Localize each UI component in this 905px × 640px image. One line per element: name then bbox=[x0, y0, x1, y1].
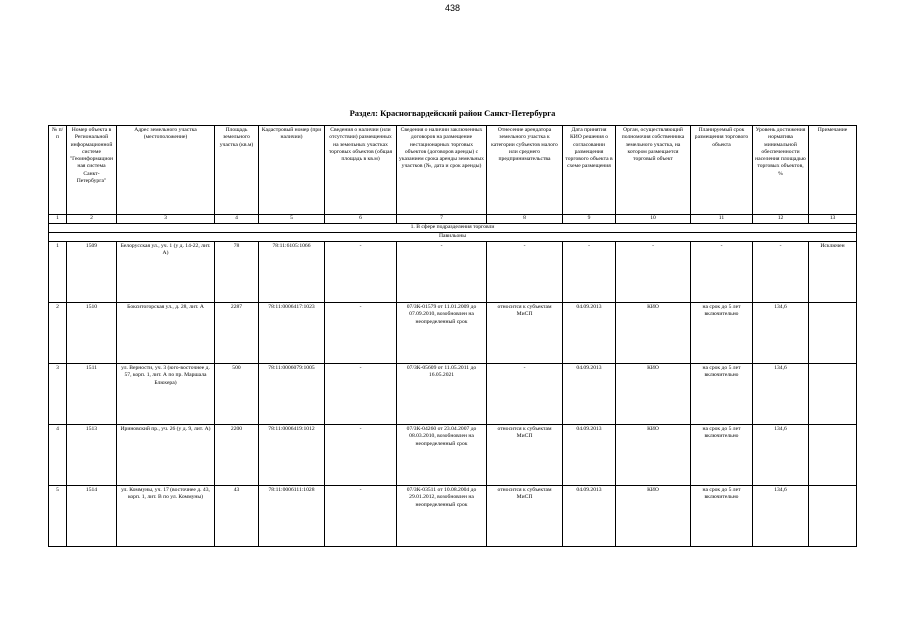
table-cell: 78:11:6105:1066 bbox=[259, 242, 325, 303]
header-cell: Сведения о наличии заключенных договоров на размещение нестационарных торговых объектов (договоров аренды) с указанием срока аренды земельных участков (№, дата и срок аренды) bbox=[397, 126, 487, 215]
table-cell: 78:11:0006417:1023 bbox=[259, 303, 325, 364]
header-cell: Дата принятия КИО решения о согласовании размещения торгового объекта в схеме размещения bbox=[563, 126, 616, 215]
table-cell: - bbox=[753, 242, 809, 303]
table-cell: - bbox=[616, 242, 691, 303]
table-cell bbox=[809, 425, 857, 486]
section-label: 1. В сфере подразделения торговли bbox=[49, 224, 857, 233]
header-cell: Планируемый срок размещения торгового объекта bbox=[691, 126, 753, 215]
table-cell: 3 bbox=[49, 364, 67, 425]
table-cell: КИО bbox=[616, 364, 691, 425]
table-cell: - bbox=[325, 425, 397, 486]
table-row bbox=[49, 242, 857, 303]
table-cell: 04.09.2013 bbox=[563, 425, 616, 486]
column-number: 4 bbox=[215, 215, 259, 224]
section-row bbox=[49, 224, 857, 233]
table-cell: 07/ЗК-04260 от 23.04.2007 до 08.03.2010, возобновлен на неопределенный срок bbox=[397, 425, 487, 486]
table-cell: относится к субъектам МиСП bbox=[487, 303, 563, 364]
table-cell: 1510 bbox=[67, 303, 117, 364]
table-cell bbox=[809, 364, 857, 425]
table-cell: 04.09.2013 bbox=[563, 364, 616, 425]
header-cell: № п/п bbox=[49, 126, 67, 215]
table-row bbox=[49, 425, 857, 486]
table-cell: 78:11:0006419:1012 bbox=[259, 425, 325, 486]
table-cell: 1 bbox=[49, 242, 67, 303]
table-cell: на срок до 5 лет включительно bbox=[691, 425, 753, 486]
table-cell: 04.09.2013 bbox=[563, 303, 616, 364]
table-cell: Белорусская ул., уч. 1 (у д. 14-22, лит. А) bbox=[117, 242, 215, 303]
table-cell: Ириновский пр., уч. 26 (у д. 9, лит. А) bbox=[117, 425, 215, 486]
table-cell: 5 bbox=[49, 486, 67, 547]
column-number: 7 bbox=[397, 215, 487, 224]
subsection-row bbox=[49, 233, 857, 242]
page-number: 438 bbox=[444, 3, 461, 13]
table-cell: 4 bbox=[49, 425, 67, 486]
header-cell: Отнесение арендатора земельного участка к категории субъектов малого или среднего предпринимательства bbox=[487, 126, 563, 215]
table-cell: - bbox=[487, 242, 563, 303]
header-cell: Номер объекта в Региональной информационной системе "Геоинформационная система Санкт-Петербурга" bbox=[67, 126, 117, 215]
table-row bbox=[49, 303, 857, 364]
table-cell: - bbox=[325, 303, 397, 364]
table-cell bbox=[809, 303, 857, 364]
column-number: 8 bbox=[487, 215, 563, 224]
table-cell: 134,6 bbox=[753, 425, 809, 486]
table-cell: 134,6 bbox=[753, 486, 809, 547]
table-cell: на срок до 5 лет включительно bbox=[691, 486, 753, 547]
table-cell: 07/ЗК-03511 от 10.08.2004 до 29.01.2012, возобновлен на неопределенный срок bbox=[397, 486, 487, 547]
table-cell: - bbox=[563, 242, 616, 303]
table-cell: 1514 bbox=[67, 486, 117, 547]
header-cell: Кадастровый номер (при наличии) bbox=[259, 126, 325, 215]
table-cell: - bbox=[325, 364, 397, 425]
table-cell: на срок до 5 лет включительно bbox=[691, 303, 753, 364]
column-number: 13 bbox=[809, 215, 857, 224]
table-cell: 07/ЗК-05609 от 11.05.2011 до 16.05.2021 bbox=[397, 364, 487, 425]
table-row bbox=[49, 364, 857, 425]
table-cell: КИО bbox=[616, 486, 691, 547]
table-row bbox=[49, 486, 857, 547]
column-number: 1 bbox=[49, 215, 67, 224]
table-cell: - bbox=[325, 242, 397, 303]
table-cell: ул. Верности, уч. 3 (юго-восточнее д. 57, корп. 1, лит. А по пр. Маршала Блюхера) bbox=[117, 364, 215, 425]
column-number: 2 bbox=[67, 215, 117, 224]
header-cell: Орган, осуществляющий полномочия собственника земельного участка, на котором размещается торговый объект bbox=[616, 126, 691, 215]
table-cell: 500 bbox=[215, 364, 259, 425]
table-cell: 04.09.2013 bbox=[563, 486, 616, 547]
table-cell: 78 bbox=[215, 242, 259, 303]
table-cell bbox=[809, 486, 857, 547]
table-cell: ул. Коммуны, уч. 17 (восточнее д. 43, корп. 1, лит. В по ул. Коммуны) bbox=[117, 486, 215, 547]
table-cell: на срок до 5 лет включительно bbox=[691, 364, 753, 425]
header-cell: Площадь земельного участка (кв.м) bbox=[215, 126, 259, 215]
column-number: 12 bbox=[753, 215, 809, 224]
table-cell: 78:11:0006079:1005 bbox=[259, 364, 325, 425]
table-cell: 1513 bbox=[67, 425, 117, 486]
table-cell: 2 bbox=[49, 303, 67, 364]
table-cell: 43 bbox=[215, 486, 259, 547]
table-cell: 134,6 bbox=[753, 303, 809, 364]
table-cell: КИО bbox=[616, 303, 691, 364]
table-cell: КИО bbox=[616, 425, 691, 486]
column-number: 3 bbox=[117, 215, 215, 224]
table-cell: - bbox=[397, 242, 487, 303]
table-cell: Бокситогорская ул., д. 28, лит. А bbox=[117, 303, 215, 364]
header-cell: Адрес земельного участка (местоположение) bbox=[117, 126, 215, 215]
column-number: 9 bbox=[563, 215, 616, 224]
column-number: 11 bbox=[691, 215, 753, 224]
column-number: 6 bbox=[325, 215, 397, 224]
table-cell: 07/ЗК-01579 от 11.01.2009 до 07.09.2010, возобновлен на неопределенный срок bbox=[397, 303, 487, 364]
table-cell: - bbox=[487, 364, 563, 425]
table-cell: - bbox=[691, 242, 753, 303]
column-numbers-row bbox=[49, 215, 857, 224]
column-number: 5 bbox=[259, 215, 325, 224]
table-cell: Исключен bbox=[809, 242, 857, 303]
table-cell: - bbox=[325, 486, 397, 547]
header-cell: Уровень достижения норматива минимальной обеспеченности населения площадью торговых объектов, % bbox=[753, 126, 809, 215]
table-cell: 78:11:0006111:1028 bbox=[259, 486, 325, 547]
table-cell: 1509 bbox=[67, 242, 117, 303]
column-number: 10 bbox=[616, 215, 691, 224]
table-cell: относится к субъектам МиСП bbox=[487, 486, 563, 547]
header-cell: Сведения о наличии (или отсутствии) размещенных на земельных участках торговых объектов (общая площадь в кв.м) bbox=[325, 126, 397, 215]
table-cell: 1511 bbox=[67, 364, 117, 425]
header-cell: Примечание bbox=[809, 126, 857, 215]
table-cell: 2287 bbox=[215, 303, 259, 364]
table-cell: 2200 bbox=[215, 425, 259, 486]
header-row bbox=[49, 126, 857, 215]
subsection-label: Павильоны bbox=[49, 233, 857, 242]
table-cell: относится к субъектам МиСП bbox=[487, 425, 563, 486]
register-table bbox=[48, 125, 857, 547]
page-title: Раздел: Красногвардейский район Санкт-Петербурга bbox=[349, 108, 556, 118]
table-cell: 134,6 bbox=[753, 364, 809, 425]
